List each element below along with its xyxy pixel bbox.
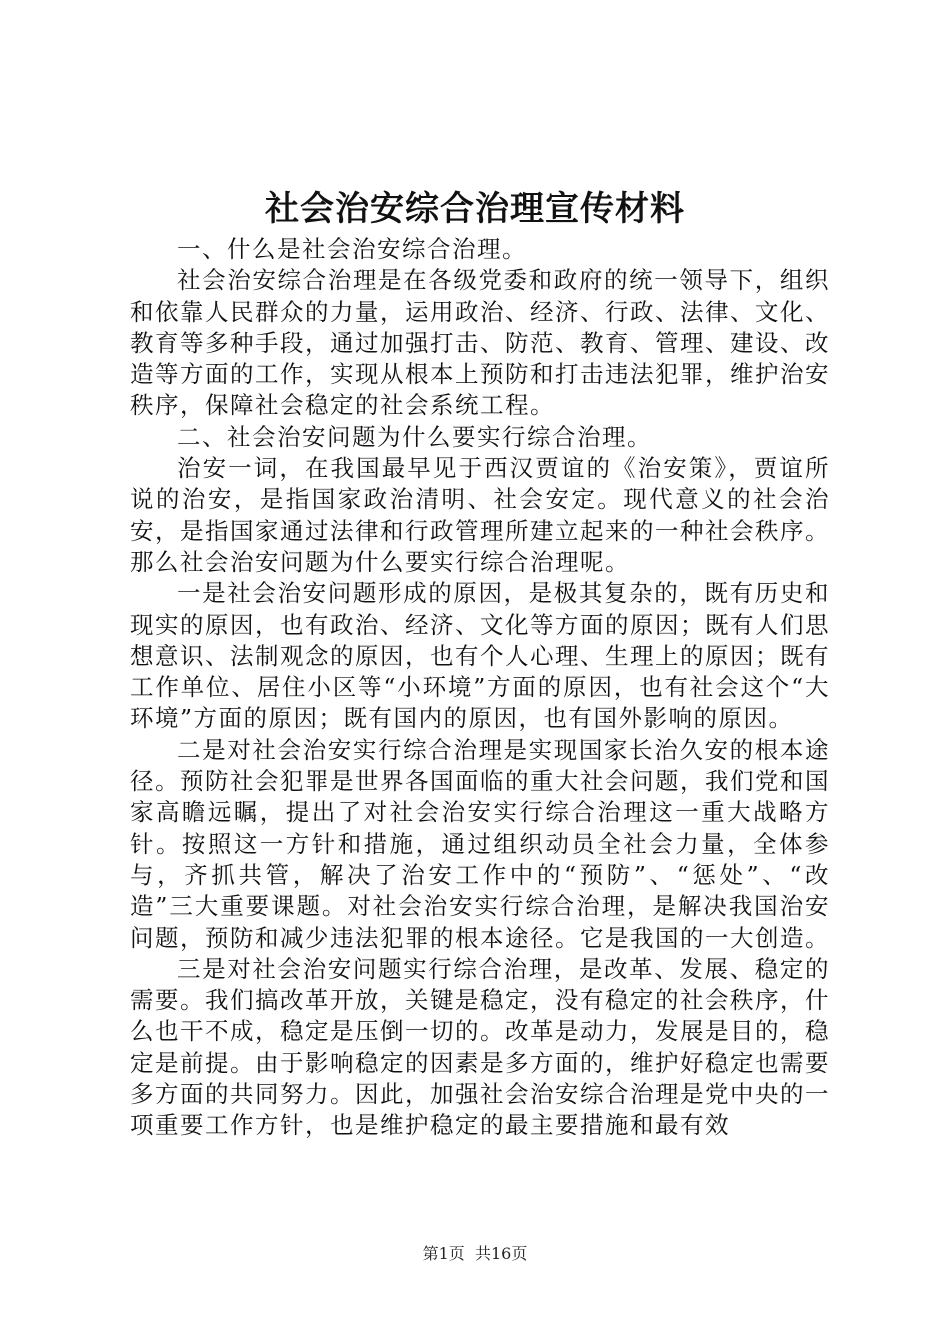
page-total: 共16页: [474, 1244, 528, 1263]
page-number: 第1页: [422, 1244, 465, 1263]
paragraph: 二是对社会治安实行综合治理是实现国家长治久安的根本途径。预防社会犯罪是世界各国面临的重大社会问题，我们党和国家高瞻远瞩，提出了对社会治安实行综合治理这一重大战略方针。按照这一方针和措施，通过组织动员全社会力量，全体参与，齐抓共管，解决了治安工作中的“预防”、“惩处”、“改造”三大重要课题。对社会治安实行综合治理，是解决我国治安问题，预防和减少违法犯罪的根本途径。它是我国的一大创造。: [130, 735, 830, 952]
paragraph: 治安一词，在我国最早见于西汉贾谊的《治安策》，贾谊所说的治安，是指国家政治清明、社会安定。现代意义的社会治安，是指国家通过法律和行政管理所建立起来的一种社会秩序。那么社会治安问题为什么要实行综合治理呢。: [130, 454, 830, 576]
paragraph: 社会治安综合治理是在各级党委和政府的统一领导下，组织和依靠人民群众的力量，运用政治、经济、行政、法律、文化、教育等多种手段，通过加强打击、防范、教育、管理、建设、改造等方面的工作，实现从根本上预防和打击违法犯罪，维护治安秩序，保障社会稳定的社会系统工程。: [130, 266, 830, 420]
page-footer: [0, 1242, 950, 1266]
section-heading-1: 一、什么是社会治安综合治理。: [177, 235, 527, 263]
document-body: [130, 234, 830, 1142]
paragraph: 一是社会治安问题形成的原因，是极其复杂的，既有历史和现实的原因，也有政治、经济、文化等方面的原因；既有人们思想意识、法制观念的原因，也有个人心理、生理上的原因；既有工作单位、居住小区等“小环境”方面的原因，也有社会这个“大环境”方面的原因；既有国内的原因，也有国外影响的原因。: [130, 579, 830, 733]
paragraph: 三是对社会治安问题实行综合治理，是改革、发展、稳定的需要。我们搞改革开放，关键是稳定，没有稳定的社会秩序，什么也干不成，稳定是压倒一切的。改革是动力，发展是目的，稳定是前提。由于影响稳定的因素是多方面的，维护好稳定也需要多方面的共同努力。因此，加强社会治安综合治理是党中央的一项重要工作方针，也是维护稳定的最主要措施和最有效: [130, 954, 830, 1140]
section-heading-2: 二、社会治安问题为什么要实行综合治理。: [177, 422, 652, 451]
document-title: 社会治安综合治理宣传材料: [265, 189, 685, 229]
